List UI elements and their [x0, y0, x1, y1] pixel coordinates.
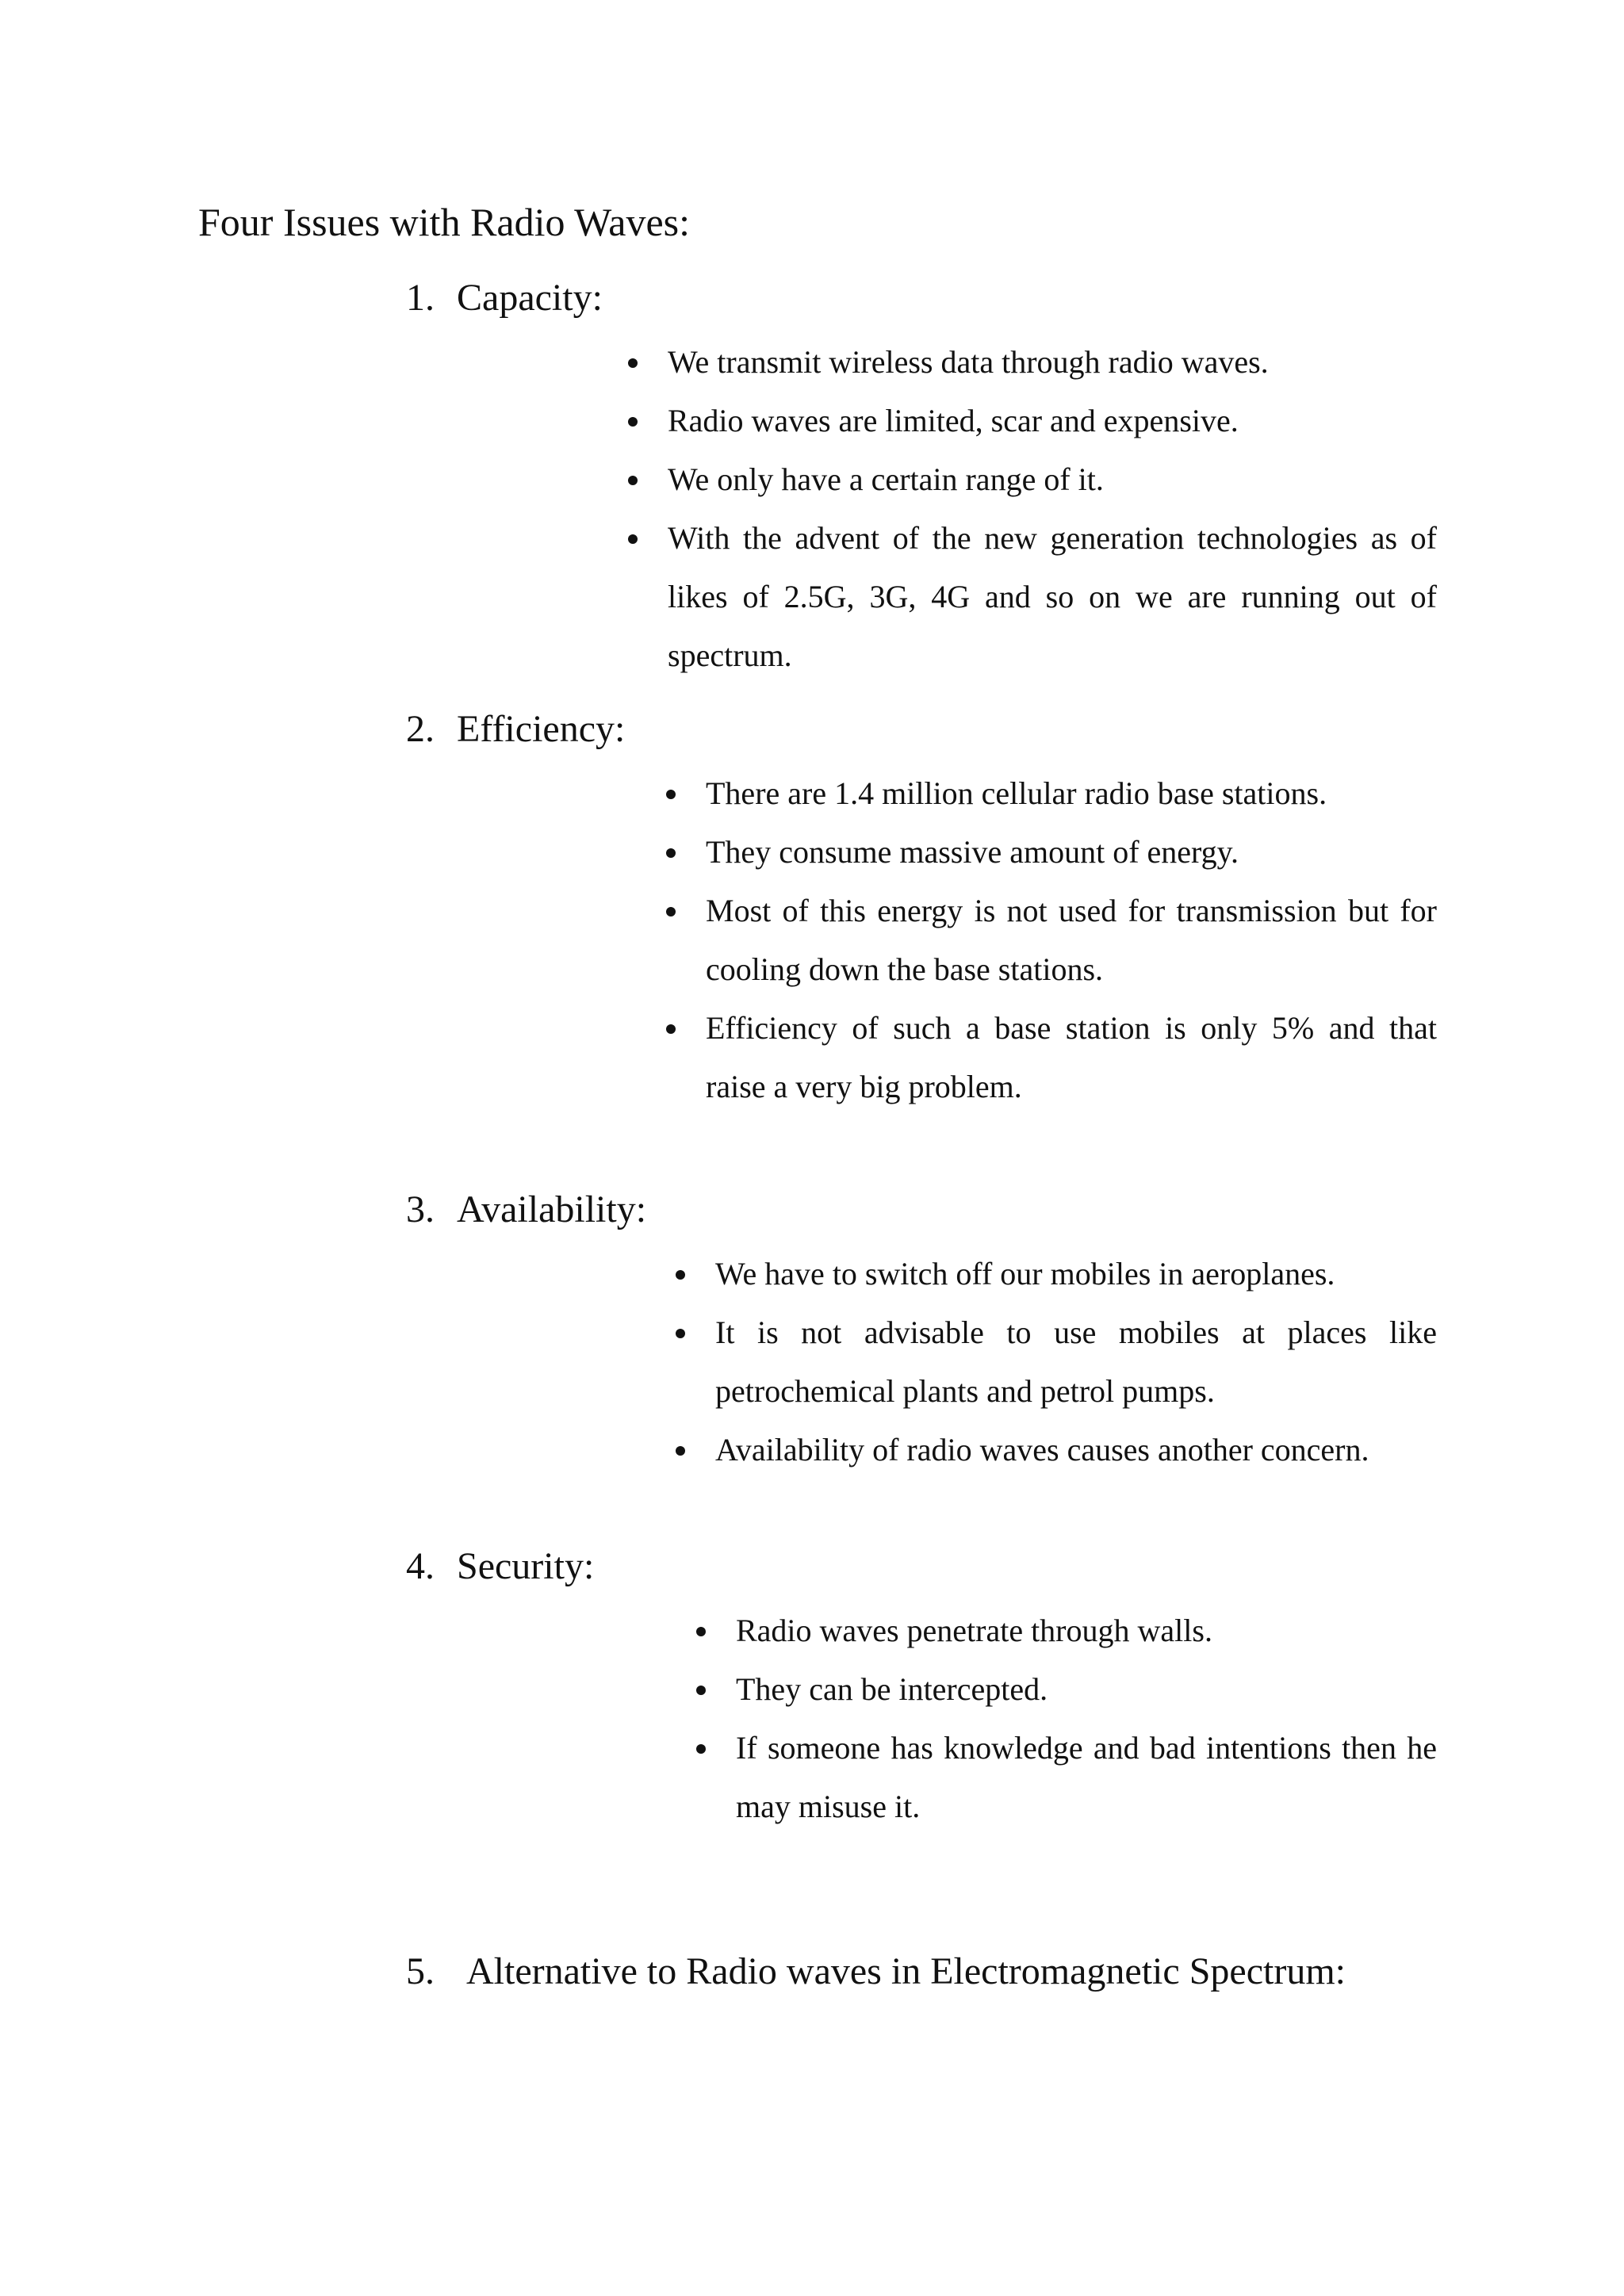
list-item: Radio waves penetrate through walls.: [736, 1601, 1437, 1660]
list-item: Radio waves are limited, scar and expensive.: [668, 392, 1437, 450]
section-title: Capacity:: [457, 277, 603, 319]
document-title: Four Issues with Radio Waves:: [198, 200, 691, 244]
section-title: Efficiency:: [457, 708, 626, 750]
section-number: 4.: [406, 1545, 435, 1587]
list-item: We only have a certain range of it.: [668, 450, 1437, 509]
list-item: It is not advisable to use mobiles at places like petrochemical plants and petrol pumps.: [715, 1303, 1437, 1421]
bullet-list-efficiency: [706, 764, 1437, 1116]
list-item: We have to switch off our mobiles in aeroplanes.: [715, 1245, 1437, 1303]
list-item: Availability of radio waves causes another concern.: [715, 1421, 1437, 1479]
section-heading-security: [406, 1541, 594, 1592]
list-item: Most of this energy is not used for transmission but for cooling down the base stations.: [706, 882, 1437, 999]
list-item: With the advent of the new generation technologies as of likes of 2.5G, 3G, 4G and so on we are running out of spectrum.: [668, 509, 1437, 685]
list-item: If someone has knowledge and bad intentions then he may misuse it.: [736, 1719, 1437, 1836]
section-number: 1.: [406, 277, 435, 319]
section-heading-efficiency: [406, 704, 625, 755]
section-title: Security:: [457, 1545, 595, 1587]
list-item: They can be intercepted.: [736, 1660, 1437, 1719]
section-title: Availability:: [457, 1188, 647, 1230]
list-item: Efficiency of such a base station is only 5% and that raise a very big problem.: [706, 999, 1437, 1116]
list-item: We transmit wireless data through radio waves.: [668, 333, 1437, 392]
bullet-list-availability: [715, 1245, 1437, 1479]
bullet-list-capacity: [668, 333, 1437, 685]
list-item: They consume massive amount of energy.: [706, 823, 1437, 882]
section-number: 2.: [406, 708, 435, 750]
section-number: 3.: [406, 1188, 435, 1230]
section-heading-capacity: [406, 273, 603, 323]
section-title: Alternative to Radio waves in Electromagnetic Spectrum:: [466, 1950, 1346, 1992]
bullet-list-security: [736, 1601, 1437, 1836]
section-number: 5.: [406, 1950, 435, 1992]
section-heading-availability: [406, 1184, 646, 1235]
section-heading-alternative: [406, 1946, 1346, 1997]
list-item: There are 1.4 million cellular radio base stations.: [706, 764, 1437, 823]
